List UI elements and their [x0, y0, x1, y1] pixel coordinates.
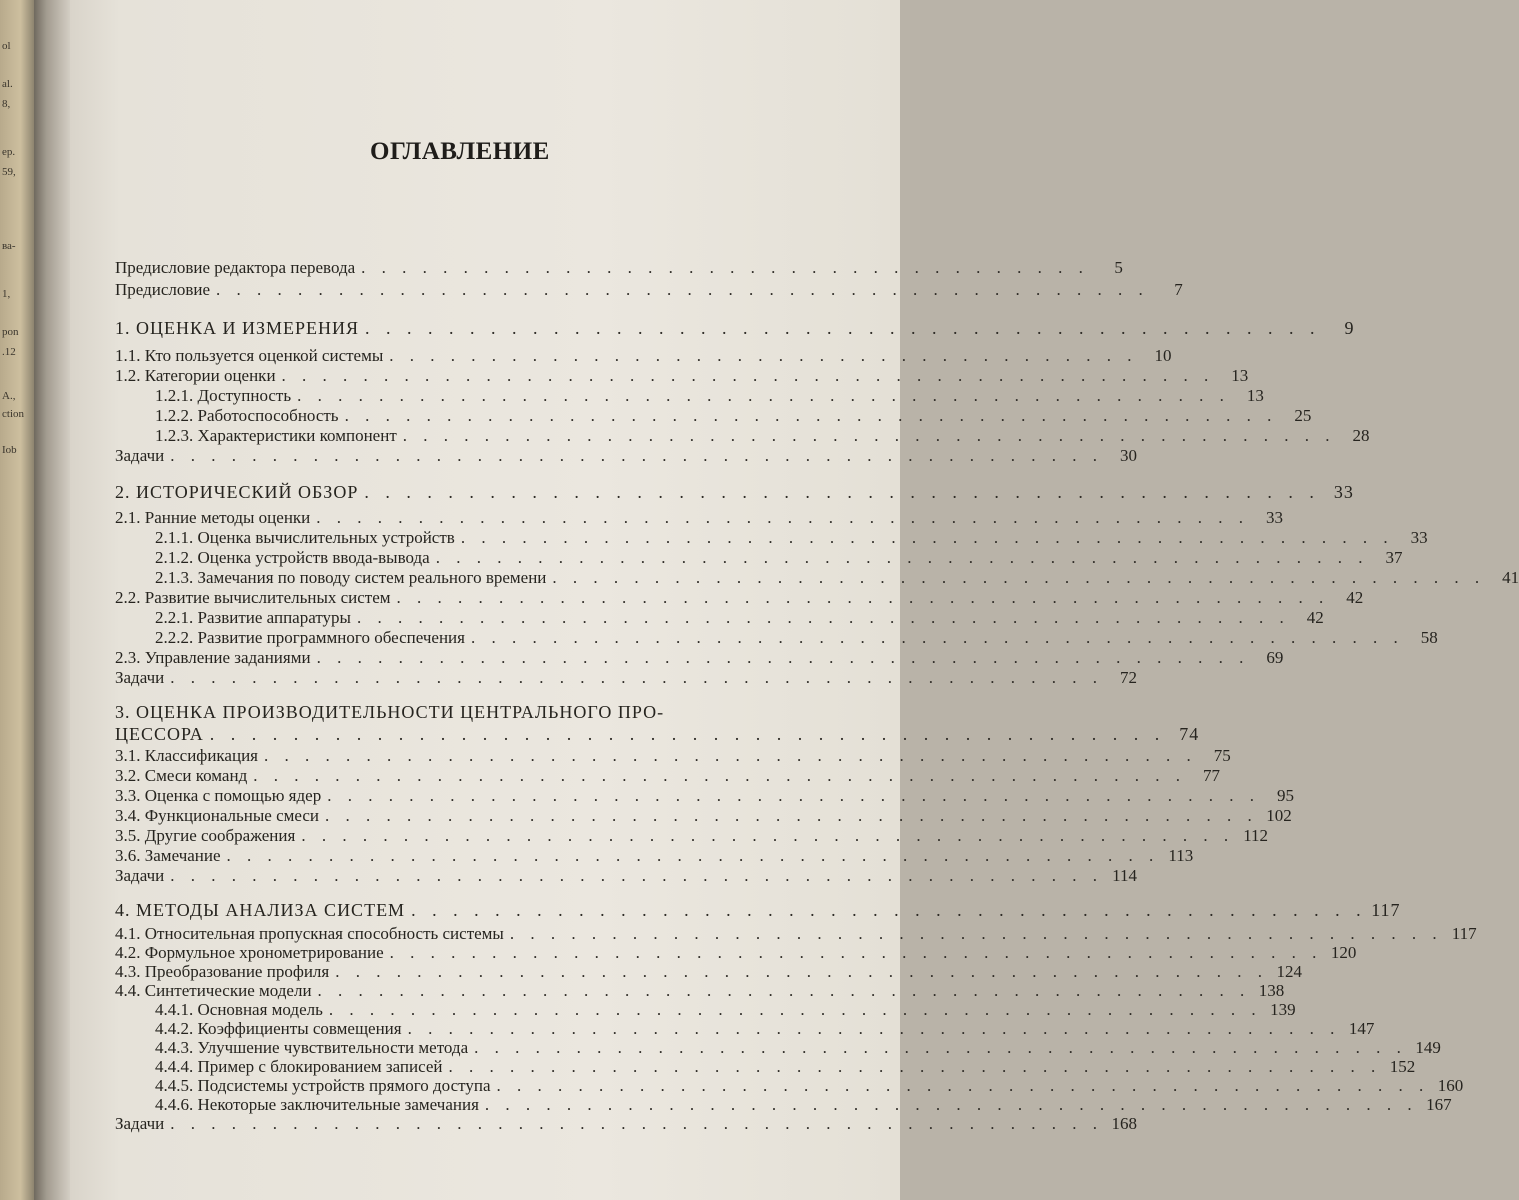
leader-dots: . . . . . . . . . . . . . . . . . . . . . . . . . . . . . . . . . . . . . . . . . . . . . .	[470, 628, 1404, 647]
toc-entry-page: 7	[1174, 280, 1183, 299]
toc-entry-label: 1.2.2. Работоспособность	[155, 406, 339, 425]
leader-dots: . . . . . . . . . . . . . . . . . . . . . . . . . . . . . . . . . . . . .	[389, 346, 1138, 365]
margin-fragment: .12	[2, 346, 16, 358]
leader-dots: . . . . . . . . . . . . . . . . . . . . . . . . . . . . . . . . . . . . . . . . . . . . . .	[317, 981, 1251, 1000]
toc-entry-page: 120	[1330, 943, 1357, 962]
leader-dots: . . . . . . . . . . . . . . . . . . . . . . . . . . . . . . . . . . . . . . . . . . . . . .	[170, 1114, 1103, 1133]
toc-entry	[115, 962, 1302, 982]
toc-entry	[115, 366, 1249, 386]
leader-dots: . . . . . . . . . . . . . . . . . . . . . . . . . . . . . . . . . . . . . . . . . . . . . .	[209, 724, 1166, 744]
toc-entry-label: 4.4. Синтетические модели	[115, 981, 312, 1000]
margin-fragment: Iob	[2, 444, 17, 456]
toc-entry	[115, 1114, 1137, 1134]
toc-entry-label: 2.1. Ранние методы оценки	[115, 508, 311, 527]
chapter-title: 1. ОЦЕНКА И ИЗМЕРЕНИЯ	[115, 318, 360, 338]
leader-dots: . . . . . . . . . . . . . . . . . . . . . . . . . . . . . . . . . . . . . . . . . . . . . .	[170, 668, 1103, 687]
toc-chapter-heading	[115, 482, 1354, 502]
toc-entry-page: 167	[1426, 1095, 1452, 1114]
toc-entry-page: 5	[1114, 258, 1123, 277]
toc-entry-label: 4.2. Формульное хронометрирование	[115, 943, 384, 962]
toc-entry-page: 95	[1276, 786, 1294, 805]
toc-entry-label: 4.1. Относительная пропускная способность системы	[115, 924, 504, 943]
margin-fragment: 59,	[2, 166, 16, 178]
toc-entry	[115, 981, 1285, 1001]
leader-dots: . . . . . . . . . . . . . . . . . . . . . . . . . . . . . . . . . . . . . . . . . . . . . .	[328, 1000, 1262, 1019]
leader-dots: . . . . . . . . . . . . . . . . . . . . . . . . . . . . . . . . . . . . . . . . . . . . . .	[335, 962, 1268, 981]
leader-dots: . . . . . . . . . . . . . . . . . . . . . . . . . . . . . . . . . . . . . . . . . . . . . .	[460, 528, 1394, 547]
toc-entry-label: 4.4.3. Улучшение чувствительности метода	[155, 1038, 469, 1057]
toc-entry	[155, 426, 1370, 446]
margin-fragment: ep.	[2, 146, 16, 158]
leader-dots: . . . . . . . . . . . . . . . . . . . . . . . . . . . . . . . . . . . . . . . . . . . . . .	[448, 1057, 1382, 1076]
leader-dots: . . . . . . . . . . . . . . . . . . . . . . . . . . . . . . . . . . . . . . . . . . . . . .	[170, 446, 1103, 465]
toc-entry-page: 33	[1266, 508, 1284, 527]
leader-dots: . . . . . . . . . . . . . . . . . . . . . . . . . . . . . . . . . . . . . . . . . . . . . .	[435, 548, 1369, 567]
leader-dots: . . . . . . . . . . . . . . . . . . . . . . . . . . . . . . . . . . . . . . . . . . . . . .	[281, 366, 1215, 385]
leader-dots: . . . . . . . . . . . . . . . . . . . . . . . . . . . . . . . . . . . . . . . . . . . . . .	[297, 386, 1230, 405]
toc-entry-page: 72	[1119, 668, 1137, 687]
toc-entry	[155, 1019, 1375, 1039]
leader-dots: . . . . . . . . . . . . . . . . . . . . . . . . . . . . . . . . . . . . . . . . . . . . . .	[226, 846, 1160, 865]
toc-entry-page: 139	[1270, 1000, 1296, 1019]
margin-fragment: pon	[2, 326, 19, 338]
toc-entry-label: Предисловие редактора перевода	[115, 258, 356, 277]
margin-fragment: 1,	[2, 288, 11, 300]
chapter-title: ЦЕССОРА	[115, 724, 204, 744]
toc-entry-page: 147	[1348, 1019, 1375, 1038]
toc-entry-page: 124	[1276, 962, 1302, 981]
leader-dots: . . . . . . . . . . . . . . . . . . . . . . . . . . . . . . . . . . . . . . . . . . . . . .	[496, 1076, 1430, 1095]
toc-entry	[155, 1057, 1416, 1077]
toc-entry	[115, 786, 1294, 806]
toc-entry-label: 2.2. Развитие вычислительных систем	[115, 588, 391, 607]
toc-entry	[155, 1038, 1441, 1058]
leader-dots: . . . . . . . . . . . . . . . . . . . . . . . . . . . . . . . . . . . .	[361, 258, 1089, 277]
toc-entry-label: Задачи	[115, 1114, 165, 1133]
toc-entry	[155, 386, 1264, 406]
toc-entry-label: 3.4. Функциональные смеси	[115, 806, 319, 825]
leader-dots: . . . . . . . . . . . . . . . . . . . . . . . . . . . . . . . . . . . . . . . . . . . . . .	[411, 900, 1367, 920]
leader-dots: . . . . . . . . . . . . . . . . . . . . . . . . . . . . . . . . . . . . . . . . . . . . . .	[327, 786, 1260, 805]
toc-entry-page: 58	[1420, 628, 1438, 647]
margin-fragment: al.	[2, 78, 13, 90]
toc-entry	[115, 668, 1137, 688]
toc-entry-page: 41	[1502, 568, 1519, 587]
toc-entry-label: 2.3. Управление заданиями	[115, 648, 311, 667]
toc-entry-page: 69	[1266, 648, 1284, 667]
toc-entry	[155, 548, 1403, 568]
leader-dots: . . . . . . . . . . . . . . . . . . . . . . . . . . . . . . . . . . . . . . . . . . . . . .	[263, 746, 1197, 765]
toc-entry-page: 114	[1112, 866, 1137, 885]
toc-entry-label: Задачи	[115, 446, 165, 465]
toc-entry-label: 2.2.1. Развитие аппаратуры	[155, 608, 351, 627]
toc-entry	[115, 588, 1364, 608]
leader-dots: . . . . . . . . . . . . . . . . . . . . . . . . . . . . . . . . . . . . . . . . . . . . . .	[301, 826, 1235, 845]
leader-dots: . . . . . . . . . . . . . . . . . . . . . . . . . . . . . . . . . . . . . . . . . . . . . .	[389, 943, 1323, 962]
toc-entry-label: 4.3. Преобразование профиля	[115, 962, 330, 981]
leader-dots: . . . . . . . . . . . . . . . . . . . . . . . . . . . . . . . . . . . . . . . . . . . . . .	[356, 608, 1290, 627]
toc-entry-label: 3.6. Замечание	[115, 846, 221, 865]
leader-dots: . . . . . . . . . . . . . . . . . . . . . . . . . . . . . . . . . . . . . . . . . . . . . .	[402, 426, 1336, 445]
toc-entry	[115, 846, 1194, 866]
toc-entry-page: 28	[1352, 426, 1370, 445]
toc-entry-label: 4.4.1. Основная модель	[155, 1000, 323, 1019]
toc-entry	[155, 528, 1428, 548]
toc-entry-page: 25	[1294, 406, 1312, 425]
toc-entry	[155, 608, 1324, 628]
toc-entry-label: 4.4.2. Коэффициенты совмещения	[155, 1019, 402, 1038]
toc-entry-label: Задачи	[115, 668, 165, 687]
toc-entry-label: 3.3. Оценка с помощью ядер	[115, 786, 322, 805]
leader-dots: . . . . . . . . . . . . . . . . . . . . . . . . . . . . . . . . . . . . . . . . . . . . . .	[552, 568, 1486, 587]
toc-entry-label: Задачи	[115, 866, 165, 885]
toc-entry	[115, 943, 1357, 963]
toc-entry-label: 2.1.1. Оценка вычислительных устройств	[155, 528, 455, 547]
toc-entry-label: 3.5. Другие соображения	[115, 826, 296, 845]
toc-entry	[115, 806, 1292, 826]
toc-entry	[115, 924, 1477, 944]
toc-entry	[155, 628, 1438, 648]
toc-entry-label: 1.2.1. Доступность	[155, 386, 292, 405]
toc-entry-page: 42	[1306, 608, 1324, 627]
toc-entry	[115, 826, 1269, 846]
toc-entry	[115, 648, 1284, 668]
toc-entry-page: 112	[1243, 826, 1269, 845]
toc-page	[70, 0, 1519, 1200]
toc-entry-label: 4.4.6. Некоторые заключительные замечания	[155, 1095, 479, 1114]
toc-entry-page: 113	[1168, 846, 1194, 865]
toc-entry-label: Предисловие	[115, 280, 211, 299]
toc-entry-page: 33	[1410, 528, 1428, 547]
chapter-page: 74	[1179, 724, 1200, 744]
toc-entry-page: 138	[1258, 981, 1285, 1000]
page-title: ОГЛАВЛЕНИЕ	[370, 138, 550, 165]
toc-entry	[155, 1095, 1452, 1115]
leader-dots: . . . . . . . . . . . . . . . . . . . . . . . . . . . . . . . . . . . . . . . . . . . . . .	[170, 866, 1103, 885]
book-gutter	[34, 0, 70, 1200]
leader-dots: . . . . . . . . . . . . . . . . . . . . . . . . . . . . . . . . . . . . . . . . . . . . . .	[316, 508, 1250, 527]
toc-chapter-heading	[115, 318, 1355, 338]
toc-entry	[115, 446, 1137, 466]
toc-entry-page: 37	[1385, 548, 1403, 567]
toc-entry-page: 13	[1231, 366, 1249, 385]
leader-dots: . . . . . . . . . . . . . . . . . . . . . . . . . . . . . . . . . . . . . . . . . . . . . .	[253, 766, 1186, 785]
toc-chapter-heading	[115, 724, 1200, 744]
margin-fragment: ва-	[2, 240, 16, 252]
toc-entry-page: 30	[1119, 446, 1137, 465]
toc-entry-page: 149	[1415, 1038, 1441, 1057]
previous-page-edge	[0, 0, 34, 1200]
toc-entry-page: 13	[1246, 386, 1264, 405]
toc-entry-page: 152	[1389, 1057, 1416, 1076]
leader-dots: . . . . . . . . . . . . . . . . . . . . . . . . . . . . . . . . . . . . . . . . . . . . . .	[216, 280, 1149, 299]
chapter-title-line: 3. ОЦЕНКА ПРОИЗВОДИТЕЛЬНОСТИ ЦЕНТРАЛЬНОГО ПРО-	[115, 702, 665, 722]
table-of-contents	[70, 0, 1519, 1200]
toc-entry	[115, 346, 1172, 366]
leader-dots: . . . . . . . . . . . . . . . . . . . . . . . . . . . . . . . . . . . . . . . . . . . . . .	[396, 588, 1330, 607]
leader-dots: . . . . . . . . . . . . . . . . . . . . . . . . . . . . . . . . . . . . . . . . . . . . . .	[407, 1019, 1341, 1038]
chapter-page: 117	[1371, 900, 1401, 920]
toc-entry	[115, 866, 1137, 886]
toc-entry-page: 75	[1213, 746, 1231, 765]
toc-chapter-heading	[115, 900, 1401, 920]
toc-entry	[115, 280, 1183, 300]
leader-dots: . . . . . . . . . . . . . . . . . . . . . . . . . . . . . . . . . . . . . . . . . . . . . .	[474, 1038, 1407, 1057]
leader-dots: . . . . . . . . . . . . . . . . . . . . . . . . . . . . . . . . . . . . . . . . . . . . . .	[316, 648, 1250, 667]
toc-entry-label: 2.1.2. Оценка устройств ввода-вывода	[155, 548, 430, 567]
toc-entry-label: 2.1.3. Замечания по поводу систем реального времени	[155, 568, 547, 587]
margin-fragment: ction	[2, 408, 24, 420]
toc-entry	[115, 258, 1123, 278]
leader-dots: . . . . . . . . . . . . . . . . . . . . . . . . . . . . . . . . . . . . . . . . . . . . . .	[484, 1095, 1418, 1114]
toc-entry	[115, 508, 1284, 528]
toc-entry-label: 2.2.2. Развитие программного обеспечения	[155, 628, 465, 647]
toc-entry-label: 1.1. Кто пользуется оценкой системы	[115, 346, 384, 365]
toc-entry-page: 10	[1154, 346, 1172, 365]
chapter-page: 9	[1344, 318, 1355, 338]
toc-entry	[115, 766, 1220, 786]
toc-entry-label: 4.4.5. Подсистемы устройств прямого доступа	[155, 1076, 491, 1095]
toc-entry-page: 77	[1202, 766, 1220, 785]
toc-entry-label: 3.1. Классификация	[115, 746, 258, 765]
toc-entry-page: 117	[1451, 924, 1477, 943]
toc-entry-label: 3.2. Смеси команд	[115, 766, 248, 785]
leader-dots: . . . . . . . . . . . . . . . . . . . . . . . . . . . . . . . . . . . . . . . . . . . . . .	[325, 806, 1258, 825]
margin-fragment: 8,	[2, 98, 11, 110]
toc-entry-label: 1.2. Категории оценки	[115, 366, 276, 385]
chapter-page: 33	[1333, 482, 1354, 502]
toc-entry-page: 168	[1111, 1114, 1137, 1133]
toc-entry	[155, 1076, 1464, 1096]
toc-entry-page: 160	[1437, 1076, 1464, 1095]
toc-entry	[155, 406, 1312, 426]
margin-fragment: ol	[2, 40, 11, 52]
toc-entry	[155, 1000, 1296, 1020]
toc-entry	[115, 746, 1231, 766]
leader-dots: . . . . . . . . . . . . . . . . . . . . . . . . . . . . . . . . . . . . . . . . . . . . . .	[364, 482, 1320, 502]
toc-entry-page: 42	[1346, 588, 1364, 607]
toc-entry-page: 102	[1266, 806, 1292, 825]
margin-fragment: A.,	[2, 390, 16, 402]
chapter-title: 2. ИСТОРИЧЕСКИЙ ОБЗОР	[115, 482, 359, 502]
toc-entry-label: 4.4.4. Пример с блокированием записей	[155, 1057, 443, 1076]
leader-dots: . . . . . . . . . . . . . . . . . . . . . . . . . . . . . . . . . . . . . . . . . . . . . .	[365, 318, 1321, 338]
leader-dots: . . . . . . . . . . . . . . . . . . . . . . . . . . . . . . . . . . . . . . . . . . . . . .	[344, 406, 1278, 425]
toc-entry-label: 1.2.3. Характеристики компонент	[155, 426, 397, 445]
toc-entry	[155, 568, 1519, 588]
chapter-title: 4. МЕТОДЫ АНАЛИЗА СИСТЕМ	[115, 900, 406, 920]
leader-dots: . . . . . . . . . . . . . . . . . . . . . . . . . . . . . . . . . . . . . . . . . . . . . .	[509, 924, 1443, 943]
